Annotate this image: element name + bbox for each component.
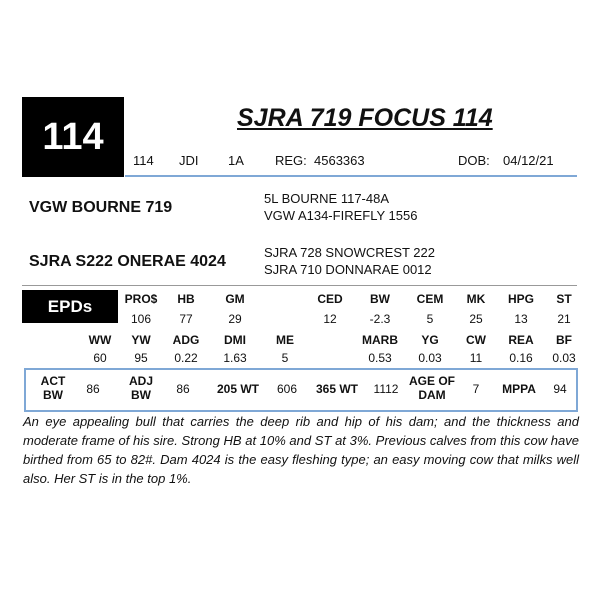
dam-sire: SJRA 728 SNOWCREST 222 [264, 245, 435, 260]
sire-name: VGW BOURNE 719 [29, 199, 173, 216]
mppa-label: MPPA [502, 382, 536, 396]
herd-code: JDI [179, 153, 199, 168]
lot-number-box: 114 [22, 97, 124, 177]
reg-number: 4563363 [314, 153, 365, 168]
epds-label-box: EPDs [22, 290, 118, 323]
epd-value: 1.63 [223, 351, 247, 365]
dob-label: DOB: [458, 153, 490, 168]
sire-sire: 5L BOURNE 117-48A [264, 191, 390, 206]
epd-header: YW [131, 333, 151, 347]
dob-value: 04/12/21 [503, 153, 554, 168]
epd-value: 60 [93, 351, 107, 365]
epd-value: 0.03 [552, 351, 576, 365]
header-divider [125, 175, 577, 177]
epd-value: 0.16 [509, 351, 533, 365]
epd-value: 25 [469, 312, 483, 326]
epd-header: ADG [172, 333, 200, 347]
epd-header: BW [370, 292, 390, 306]
epd-header: BF [556, 333, 572, 347]
act-bw-label: ACT BW [40, 374, 66, 402]
epd-header: CEM [416, 292, 444, 306]
epd-value: 21 [557, 312, 571, 326]
dam-dam: SJRA 710 DONNARAE 0012 [264, 262, 432, 277]
epd-header: GM [225, 292, 245, 306]
epd-header: ST [556, 292, 572, 306]
wt365-label: 365 WT [315, 382, 358, 396]
adj-bw-label: ADJ BW [128, 374, 153, 402]
adj-bw-value: 86 [176, 382, 190, 396]
epd-value: 106 [130, 312, 152, 326]
tattoo: 1A [228, 153, 244, 168]
reg-label: REG: [275, 153, 307, 168]
epd-header: CW [466, 333, 486, 347]
epd-value: 29 [228, 312, 242, 326]
epd-header: REA [508, 333, 534, 347]
epd-value: 13 [514, 312, 528, 326]
epd-value: 0.03 [418, 351, 442, 365]
epd-header: MK [466, 292, 486, 306]
epd-value: 11 [469, 351, 483, 365]
epd-header: YG [421, 333, 439, 347]
age-of-dam-label: AGE OF DAM [408, 374, 455, 402]
epd-header: CED [317, 292, 343, 306]
pedigree-divider [22, 285, 577, 286]
actual-weights-box [24, 368, 578, 412]
dam-name: SJRA S222 ONERAE 4024 [29, 253, 226, 270]
epd-header: WW [88, 333, 112, 347]
epd-value: 95 [134, 351, 148, 365]
epd-value: 77 [179, 312, 193, 326]
age-of-dam-value: 7 [472, 382, 480, 396]
act-bw-value: 86 [86, 382, 100, 396]
animal-name-title: SJRA 719 FOCUS 114 [237, 104, 493, 132]
wt205-label: 205 WT [216, 382, 259, 396]
sire-dam: VGW A134-FIREFLY 1556 [264, 208, 418, 223]
epd-value: 12 [323, 312, 337, 326]
mppa-value: 94 [553, 382, 567, 396]
epd-value: 5 [281, 351, 289, 365]
epd-value: -2.3 [369, 312, 391, 326]
wt205-value: 606 [276, 382, 298, 396]
wt365-value: 1112 [373, 382, 399, 396]
epd-header: DMI [224, 333, 246, 347]
epd-header: HPG [507, 292, 534, 306]
epd-header: HB [177, 292, 195, 306]
epd-header: MARB [362, 333, 398, 347]
epd-header: ME [276, 333, 294, 347]
tag-number: 114 [133, 153, 154, 168]
lot-description: An eye appealing bull that carries the deep rib and hip of his dam; and the thickness and moderate frame of his sire. Strong HB at 10% and ST at 3%. Previous calves from this cow have birthed from 65 to 82#. Dam 4024 is the easy fleshing type; an easy moving cow that milks well also. Her ST is in the top 1%. [23, 414, 579, 486]
epd-value: 0.22 [174, 351, 198, 365]
epd-value: 5 [426, 312, 434, 326]
epd-value: 0.53 [368, 351, 392, 365]
epd-header: PRO$ [124, 292, 158, 306]
